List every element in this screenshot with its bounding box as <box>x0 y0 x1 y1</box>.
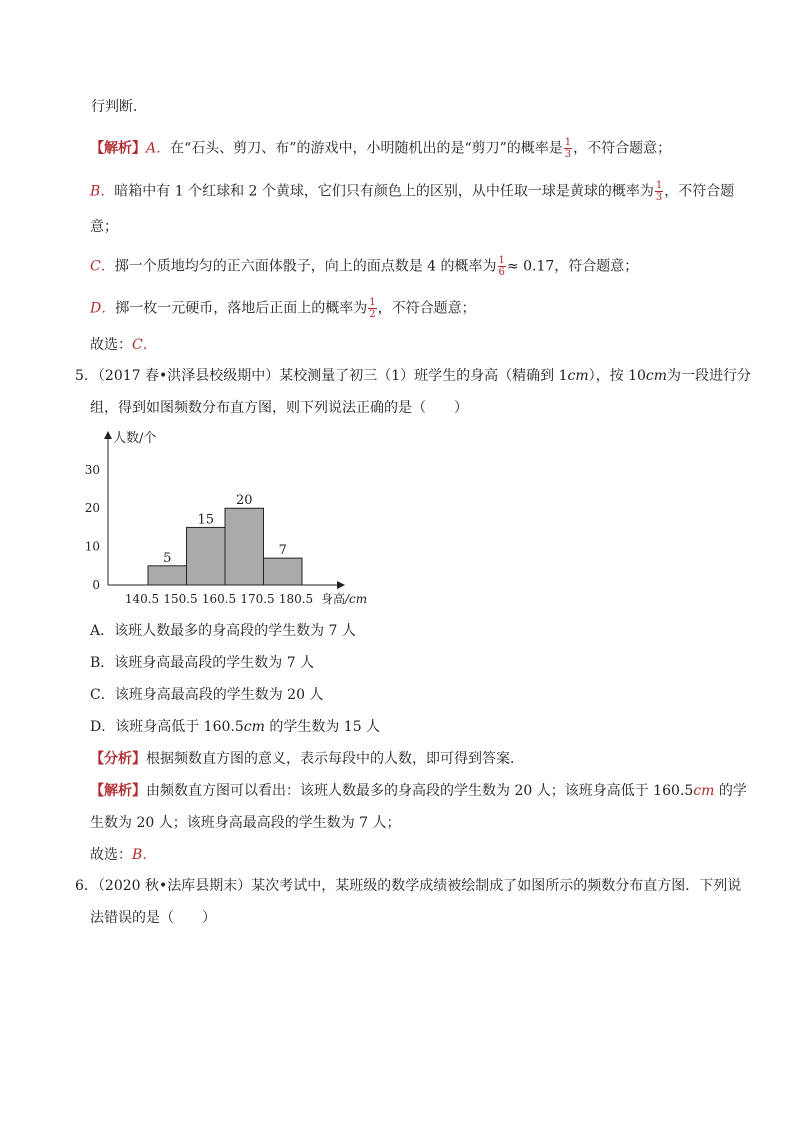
q4-option-a-analysis <box>90 137 671 160</box>
q4-option-d-analysis <box>90 297 476 320</box>
letter-c: C． <box>90 258 115 275</box>
q5-option-a[interactable]: A．该班人数最多的身高段的学生数为 7 人 <box>90 623 356 639</box>
q5-answer-letter: B． <box>132 847 157 863</box>
q6-stem-line2: 法错误的是（ ） <box>90 910 216 926</box>
q5-option-d[interactable]: D．该班身高低于 160.5cm 的学生数为 15 人 <box>90 719 381 735</box>
jiexi-tag: 【解析】 <box>90 140 146 157</box>
q4-a-tail: ，不符合题意； <box>573 140 672 157</box>
bar-value-label: 15 <box>197 512 215 528</box>
y-axis-label: 人数/个 <box>113 431 157 446</box>
fraction-a: $\frac{1}{3}$ <box>564 137 572 160</box>
x-tick-label: 150.5 <box>163 592 198 606</box>
q5-stem-line1: 5．（2017 春•洪泽县校级期中）某校测量了初三（1）班学生的身高（精确到 1cm），按 10cm为一段进行分 <box>75 368 752 384</box>
q5-option-b[interactable]: B．该班身高最高段的学生数为 7 人 <box>90 655 315 671</box>
q4-answer-letter: C． <box>132 337 157 353</box>
q4-answer <box>90 334 157 356</box>
q4-d-tail: ，不符合题意； <box>377 300 476 317</box>
height-histogram <box>85 425 385 610</box>
letter-d: D． <box>90 300 116 317</box>
q4-b-wrap: 意； <box>90 219 118 235</box>
y-tick-label: 30 <box>85 462 100 477</box>
x-tick-label: 140.5 <box>124 592 160 606</box>
fraction-d: $\frac{1}{2}$ <box>369 297 376 320</box>
bar-value-label: 7 <box>278 543 287 559</box>
q4-a-text: 在“石头、剪刀、布”的游戏中，小明随机出的是“剪刀”的概率是 <box>170 140 563 157</box>
letter-a: A． <box>146 140 171 157</box>
x-tick-label: 180.5 <box>278 592 314 606</box>
q4-b-text: 暗箱中有 1 个红球和 2 个黄球，它们只有颜色上的区别，从中任取一球是黄球的概率为 <box>114 183 654 200</box>
q4-c-tail: ≈ 0.17，符合题意； <box>506 258 639 275</box>
y-tick-label: 0 <box>92 578 100 592</box>
x-tick-label: 170.5 <box>240 592 275 606</box>
q6-stem-line1: 6．（2020 秋•法库县期末）某次考试中，某班级的数学成绩被绘制成了如图所示的频数分布直方图．下列说 <box>75 878 742 894</box>
intro-end: 行判断． <box>91 99 147 115</box>
jiexi-tag-q5: 【解析】 <box>90 783 146 799</box>
q4-option-c-analysis <box>90 255 638 278</box>
histogram-bar <box>225 508 264 585</box>
bar-value-label: 5 <box>163 550 172 566</box>
y-tick-label: 20 <box>85 501 100 516</box>
q5-answer: 故选：B． <box>90 847 157 863</box>
bar-value-label: 20 <box>235 493 253 509</box>
fraction-c: $\frac{1}{6}$ <box>498 255 505 278</box>
y-tick-label: 10 <box>85 539 100 554</box>
q5-analysis: 【分析】根据频数直方图的意义，表示每段中的人数，即可得到答案． <box>90 751 524 767</box>
letter-b: B． <box>90 183 115 200</box>
fraction-b: $\frac{1}{3}$ <box>655 180 663 203</box>
histogram-bar <box>264 558 303 585</box>
fenxi-tag: 【分析】 <box>90 751 146 767</box>
x-axis-label: 身高/cm <box>321 592 368 606</box>
q4-b-tail: ，不符合题 <box>664 183 735 200</box>
q4-answer-prefix: 故选： <box>90 337 132 353</box>
q5-solution-line2: 生数为 20 人；该班身高最高段的学生数为 7 人； <box>90 815 401 831</box>
histogram-bar <box>148 566 187 585</box>
q5-solution-line1: 【解析】由频数直方图可以看出：该班人数最多的身高段的学生数为 20 人；该班身高低于 160.5cm 的学 <box>90 783 747 799</box>
q5-option-c[interactable]: C．该班身高最高段的学生数为 20 人 <box>90 687 324 703</box>
x-tick-label: 160.5 <box>201 592 237 606</box>
q4-option-b-analysis <box>90 180 734 203</box>
histogram-bar <box>187 527 226 585</box>
q4-c-text: 掷一个质地均匀的正六面体骰子，向上的面点数是 4 的概率为 <box>114 258 497 275</box>
q5-stem-line2: 组，得到如图频数分布直方图，则下列说法正确的是（ ） <box>90 400 468 416</box>
q4-d-text: 掷一枚一元硬币，落地后正面上的概率为 <box>115 300 368 317</box>
